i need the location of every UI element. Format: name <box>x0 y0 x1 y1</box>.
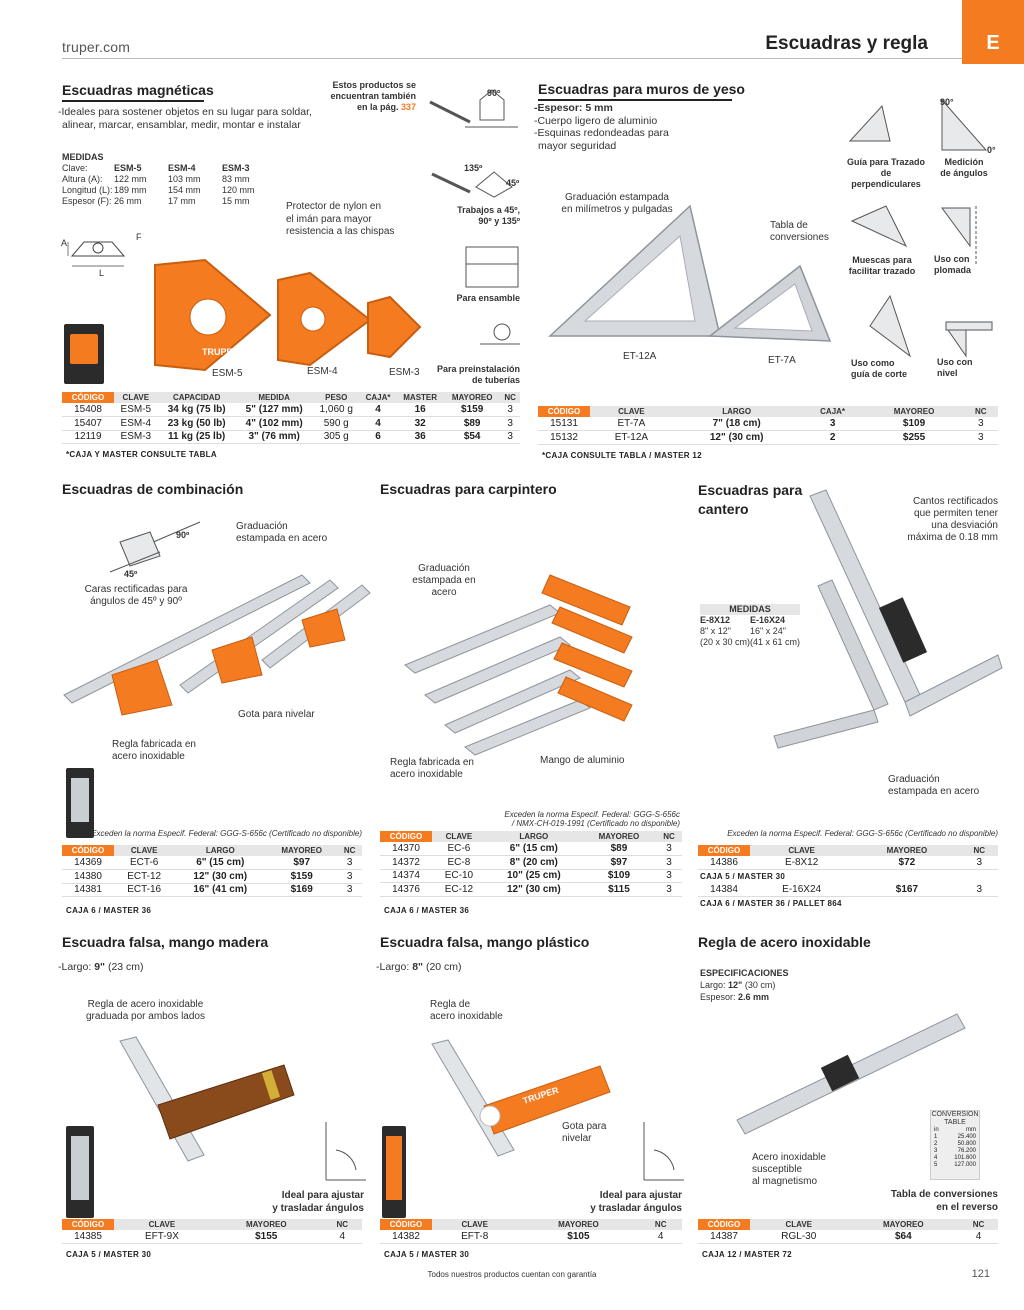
table-subnote: CAJA 5 / MASTER 30 <box>700 872 786 881</box>
table-row: 15408 ESM-5 34 kg (75 lb) 5" (127 mm) 1,060 g 4 16 $159 3 <box>62 403 520 417</box>
magneticas-note: *CAJA Y MASTER CONSULTE TABLA <box>66 450 217 459</box>
table-row: 14380 ECT-12 12" (30 cm) $159 3 <box>62 870 362 884</box>
brand-logo: TRUPER <box>521 1084 560 1106</box>
package-card-falsa-plastico <box>382 1126 406 1218</box>
framing-squares-image <box>770 490 1005 750</box>
table-row: 14374 EC-10 10" (25 cm) $109 3 <box>380 869 682 883</box>
dim-f-label: F <box>136 232 142 242</box>
section-title-muros: Escuadras para muros de yeso <box>538 81 732 101</box>
medidas-cantero: MEDIDAS E-8X12 8" x 12" (20 x 30 cm) E-16X24 16" x 24" (41 x 61 cm) <box>700 604 801 647</box>
also-in-page-note: Estos productos se encuentran también en la pág. 337 <box>330 80 416 112</box>
graduacion-callout-cantero: Graduación estampada en acero <box>888 774 980 797</box>
table-row: 15132 ET-12A 12" (30 cm) 2 $255 3 <box>538 431 998 445</box>
table-row: 14384 E-16X24 $167 3 <box>698 883 998 897</box>
esm-5-square <box>155 260 270 370</box>
regla-callout-falsa-plastico: Regla de acero inoxidable <box>430 999 503 1022</box>
angle-45-label: 45º <box>506 178 520 188</box>
table-row: 14382 EFT-8 $105 4 <box>380 1230 682 1244</box>
price-table-comb: CÓDIGO CLAVE LARGO MAYOREO NC 14369 ECT-6 6" (15 cm) $97 3 14380 ECT-12 12" (30 cm) $159 3 14381 ECT-16 16" (41 cm) $169 3 <box>62 845 362 897</box>
magnetic-squares-image <box>150 255 420 375</box>
medidas-table: Clave: ESM-5 ESM-4 ESM-3 Altura (A): 122 mm 103 mm 83 mm Longitud (L): 189 mm 154 mm 120 mm Espesor (F): 26 mm 17 mm 15 mm <box>62 163 255 206</box>
graduacion-callout-comb: Graduación estampada en acero <box>236 521 328 544</box>
price-table-cantero: CÓDIGO CLAVE MAYOREO NC 14386 E-8X12 $72 3 CAJA 5 / MASTER 30 14384 E-16X24 $167 3 CAJA 6 / MASTER 36 / PALLET 864 <box>698 845 998 910</box>
section-title-combinacion: Escuadras de combinación <box>62 481 244 497</box>
cert-carp: Exceden la norma Especif. Federal: GGG-S-656c / NMX-CH-019-1991 (Certificado no disponible) <box>504 810 680 828</box>
col-codigo: CÓDIGO <box>62 392 114 403</box>
table-row: 14387 RGL-30 $64 4 <box>698 1230 998 1244</box>
section-title-regla: Regla de acero inoxidable <box>698 934 871 950</box>
muros-note: *CAJA CONSULTE TABLA / MASTER 12 <box>542 451 702 460</box>
section-title-falsa-madera: Escuadra falsa, mango madera <box>62 934 269 950</box>
section-title-falsa-plastico: Escuadra falsa, mango plástico <box>380 934 590 950</box>
angle-135-label: 135º <box>464 163 483 173</box>
graduacion-callout-carp: Graduación estampada en acero <box>412 563 476 598</box>
regla-note: CAJA 12 / MASTER 72 <box>702 1250 792 1259</box>
cert-cantero: Exceden la norma Especif. Federal: GGG-S-656c (Certificado no disponible) <box>727 829 998 838</box>
regla-callout-carp: Regla fabricada en acero inoxidable <box>390 757 474 780</box>
gota-callout-falsa: Gota para nivelar <box>562 1121 607 1144</box>
dim-a-label: A <box>61 238 68 248</box>
graduacion-callout-muros: Graduación estampada en milímetros y pulgadas <box>561 192 673 215</box>
price-table-carp: CÓDIGO CLAVE LARGO MAYOREO NC 14370 EC-6 6" (15 cm) $89 3 14372 EC-8 8" (20 cm) $97 3 14374 EC-10 10" (25 cm) $109 3 14376 EC-12 12" (30 cm) $115 3 <box>380 831 682 897</box>
esm-4-square <box>278 273 370 365</box>
medidas-title: MEDIDAS <box>62 152 104 162</box>
section-title-cantero: Escuadras para cantero <box>698 482 803 517</box>
esm-3-square <box>368 297 420 357</box>
falsa-plastico-note: CAJA 5 / MASTER 30 <box>384 1250 470 1259</box>
brand-logo: TRUPER <box>202 347 240 357</box>
model-esm-5: ESM-5 <box>212 368 243 379</box>
footer-guarantee: Todos nuestros productos cuentan con garantía <box>427 1270 597 1279</box>
package-card-comb <box>66 768 94 838</box>
price-table-muros: CÓDIGO CLAVE LARGO CAJA* MAYOREO NC 15131 ET-7A 7" (18 cm) 3 $109 3 15132 ET-12A 12" (30 cm) 2 $255 3 <box>538 406 998 445</box>
regla-specs: ESPECIFICACIONES Largo: 12" (30 cm) Espesor: 2.6 mm <box>700 968 789 1002</box>
model-esm-3: ESM-3 <box>389 367 420 378</box>
table-row: 14369 ECT-6 6" (15 cm) $97 3 <box>62 856 362 870</box>
ideal-falsa-madera: Ideal para ajustar y trasladar ángulos <box>272 1190 364 1214</box>
magneticas-desc: -Ideales para sostener objetos en su lugar para soldar, alinear, marcar, ensamblar, medir, montar e instalar <box>58 106 312 131</box>
package-card-falsa-madera <box>66 1126 94 1218</box>
largo-falsa-plastico: -Largo: 8" (20 cm) <box>376 961 462 973</box>
trabajos-label: Trabajos a 45º, 90º y 135º <box>457 205 520 226</box>
model-esm-4: ESM-4 <box>307 366 338 377</box>
table-row: 14370 EC-6 6" (15 cm) $89 3 <box>380 842 682 856</box>
table-row: 15407 ESM-4 23 kg (50 lb) 4" (102 mm) 590 g 4 32 $89 3 <box>62 417 520 431</box>
ideal-falsa-plastico: Ideal para ajustar y trasladar ángulos <box>590 1190 682 1214</box>
drywall-usage-illustrations <box>846 96 996 376</box>
cantos-callout: Cantos rectificados que permiten tener una desviación máxima de 0.18 mm <box>907 496 998 543</box>
falsa-madera-note: CAJA 5 / MASTER 30 <box>66 1250 152 1259</box>
carpenter-squares-image <box>400 565 640 750</box>
tabla-reverso-callout: Tabla de conversiones en el reverso <box>890 1189 998 1213</box>
model-et-7a: ET-7A <box>768 355 796 366</box>
carp-note: CAJA 6 / MASTER 36 <box>384 906 470 915</box>
angle-90-comb: 90º <box>176 530 190 540</box>
section-title-magneticas: Escuadras magnéticas <box>62 82 204 102</box>
table-row: 14376 EC-12 12" (30 cm) $115 3 <box>380 883 682 897</box>
comb-note: CAJA 6 / MASTER 36 <box>66 906 152 915</box>
table-row: 15131 ET-7A 7" (18 cm) 3 $109 3 <box>538 417 998 431</box>
gota-callout: Gota para nivelar <box>238 709 315 720</box>
caras-callout: Caras rectificadas para ángulos de 45º y 90º <box>84 584 188 607</box>
angle-45-comb: 45º <box>124 569 138 579</box>
use-label-6: Uso con nivel <box>937 357 973 378</box>
drywall-squares-image <box>540 196 840 356</box>
angle-90-label: 90º <box>487 88 501 98</box>
dim-l-label: L <box>99 268 105 278</box>
header-divider <box>62 58 962 59</box>
mango-callout: Mango de aluminio <box>540 755 625 766</box>
table-row: 14385 EFT-9X $155 4 <box>62 1230 362 1244</box>
page-number: 121 <box>971 1268 990 1280</box>
section-tab: E <box>962 0 1024 64</box>
conversion-table-image: CONVERSION TABLE in mm 1 25.400 2 50.800 3 76.200 4 101.600 5 127.000 <box>930 1110 980 1180</box>
table-subnote: CAJA 6 / MASTER 36 / PALLET 864 <box>700 899 842 908</box>
use-label-2: Medición de ángulos <box>940 157 988 178</box>
section-title-carpintero: Escuadras para carpintero <box>380 481 557 497</box>
use-label-1: Guía para Trazado de perpendiculares <box>846 157 926 189</box>
price-table-regla: CÓDIGO CLAVE MAYOREO NC 14387 RGL-30 $64 4 <box>698 1219 998 1244</box>
bevel-angle-diagram-2 <box>640 1120 690 1190</box>
package-card-magnetic <box>64 324 104 384</box>
acero-callout: Acero inoxidable susceptible al magnetismo <box>752 1152 826 1187</box>
price-table-falsa-plastico: CÓDIGO CLAVE MAYOREO NC 14382 EFT-8 $105 4 <box>380 1219 682 1244</box>
regla-callout-comb: Regla fabricada en acero inoxidable <box>112 739 196 762</box>
angle-0-muros: 0° <box>987 145 996 155</box>
price-table-falsa-madera: CÓDIGO CLAVE MAYOREO NC 14385 EFT-9X $155 4 <box>62 1219 362 1244</box>
largo-falsa-madera: -Largo: 9" (23 cm) <box>58 961 144 973</box>
table-row: 14372 EC-8 8" (20 cm) $97 3 <box>380 856 682 870</box>
use-label-5: Uso como guía de corte <box>851 358 908 379</box>
protector-callout: Protector de nylon en el imán para mayor resistencia a las chispas <box>286 201 395 237</box>
tuberias-label: Para preinstalación de tuberías <box>436 364 520 385</box>
table-row: 14386 E-8X12 $72 3 <box>698 856 998 870</box>
bevel-wood-image <box>114 1035 304 1165</box>
use-label-4: Uso con plomada <box>934 254 972 275</box>
muros-desc: -Espesor: 5 mm -Cuerpo ligero de aluminio -Esquinas redondeadas para mayor seguridad <box>534 102 669 152</box>
ensamble-label: Para ensamble <box>456 293 520 303</box>
table-row: 12119 ESM-3 11 kg (25 lb) 3" (76 mm) 305 g 6 36 $54 3 <box>62 430 520 444</box>
cert-comb: Exceden la norma Especif. Federal: GGG-S-656c (Certificado no disponible) <box>91 829 362 838</box>
price-table-magneticas: CÓDIGO CLAVE CAPACIDAD MEDIDA PESO CAJA* MASTER MAYOREO NC 15408 ESM-5 34 kg (75 lb) 5" (127 mm) 1,060 g 4 16 $159 3 15407 ESM-4 23 kg (50 lb) 4" (102 mm) 590 g 4 32 $89 3 12119 ESM-3 11 kg (25 lb) 3" (76 mm) 305 g 6 36 $54 3 <box>62 392 520 444</box>
bevel-angle-diagram <box>322 1120 372 1190</box>
page-title: Escuadras y regla <box>765 33 928 54</box>
regla-callout-falsa-madera: Regla de acero inoxidable graduada por ambos lados <box>86 999 205 1022</box>
table-row: 14381 ECT-16 16" (41 cm) $169 3 <box>62 883 362 897</box>
combination-squares-image <box>62 565 372 720</box>
model-et-12a: ET-12A <box>623 351 657 362</box>
angle-90-muros: 90° <box>940 97 954 107</box>
tabla-conv-callout: Tabla de conversiones <box>770 220 829 243</box>
use-label-3: Muescas para facilitar trazado <box>848 255 916 276</box>
site-url[interactable]: truper.com <box>62 39 131 55</box>
